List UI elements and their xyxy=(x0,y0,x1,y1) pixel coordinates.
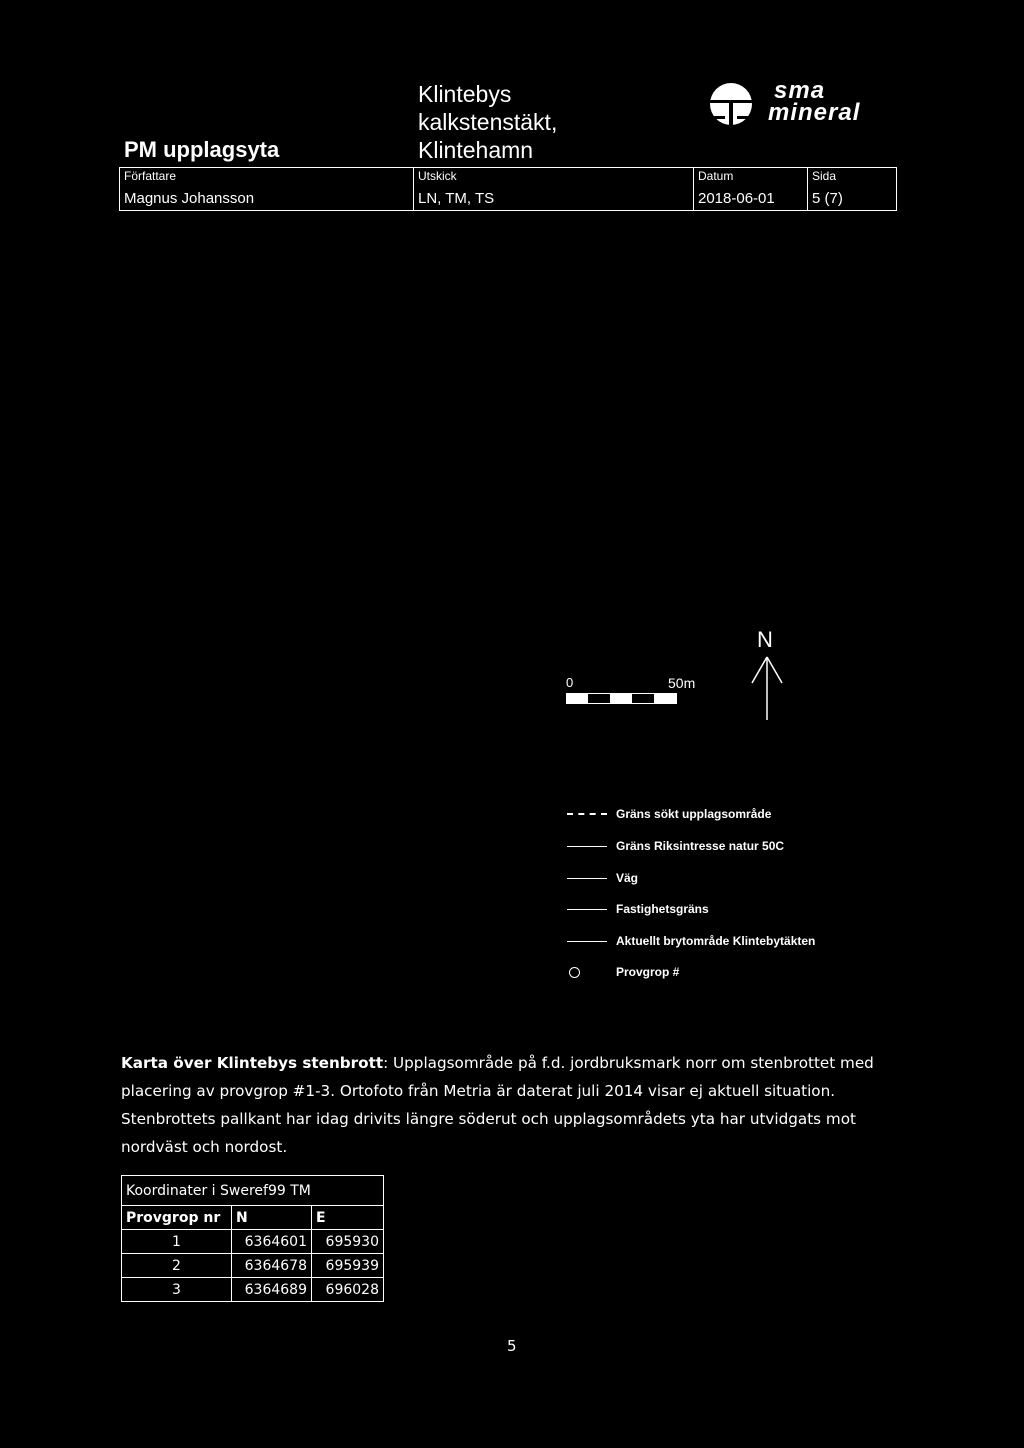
table-row xyxy=(122,1230,384,1254)
table-row xyxy=(122,1278,384,1302)
legend-label: Fastighetsgräns xyxy=(616,902,709,916)
legend-item xyxy=(567,963,679,981)
date-cell xyxy=(693,168,807,210)
caption-text: : Upplagsområde på f.d. jordbruksmark norr om stenbrottet med placering av provgrop #1-3. Ortofoto från Metria är daterat juli 2014 visar ej aktuell situation. Stenbrottets pallkant har idag drivits längre söderut och upplagsområdets yta har utvidgats mot nordväst och nordost. xyxy=(121,1054,874,1156)
caption-bold: Karta över Klintebys stenbrott xyxy=(121,1054,384,1072)
scale-start-label: 0 xyxy=(566,675,574,690)
table-cell: 3 xyxy=(122,1278,232,1302)
legend-label: Gräns Riksintresse natur 50C xyxy=(616,839,785,853)
author-value: Magnus Johansson xyxy=(124,190,255,207)
table-cell: 2 xyxy=(122,1254,232,1278)
table-row xyxy=(122,1254,384,1278)
legend-item xyxy=(567,837,784,855)
table-cell: 6364689 xyxy=(232,1278,312,1302)
logo-text-line1: sma xyxy=(774,77,826,104)
document-title-line: Klintehamn xyxy=(418,137,534,163)
legend-label: Gräns sökt upplagsområde xyxy=(616,807,772,821)
column-header: N xyxy=(232,1206,312,1230)
legend-item xyxy=(567,932,815,950)
table-header-row xyxy=(122,1206,384,1230)
page-cell xyxy=(807,168,897,210)
author-cell xyxy=(119,168,413,210)
line-symbol-icon xyxy=(567,878,607,879)
scale-end-label: 50m xyxy=(668,675,696,691)
column-header: E xyxy=(312,1206,384,1230)
table-title-row xyxy=(122,1176,384,1206)
dispatch-value: LN, TM, TS xyxy=(418,190,495,207)
legend-label: Väg xyxy=(616,871,639,885)
table-cell: 696028 xyxy=(312,1278,384,1302)
date-value: 2018-06-01 xyxy=(698,190,775,207)
dispatch-label: Utskick xyxy=(418,169,457,183)
pm-title: PM upplagsyta xyxy=(124,137,280,162)
line-symbol-icon xyxy=(567,846,607,847)
table-cell: 6364678 xyxy=(232,1254,312,1278)
legend-item xyxy=(567,869,638,887)
legend-label: Aktuellt brytområde Klintebytäkten xyxy=(616,934,816,948)
date-label: Datum xyxy=(698,169,734,183)
column-header: Provgrop nr xyxy=(122,1206,232,1230)
company-logo-icon xyxy=(704,82,758,135)
line-symbol-icon xyxy=(567,941,607,942)
map-caption xyxy=(121,1049,881,1161)
table-cell: 695930 xyxy=(312,1230,384,1254)
legend-item xyxy=(567,900,709,918)
header-info-table xyxy=(119,167,897,211)
logo-text-line2: mineral xyxy=(768,99,861,126)
table-title: Koordinater i Sweref99 TM xyxy=(122,1176,384,1206)
page-value: 5 (7) xyxy=(812,190,843,207)
page-number: 5 xyxy=(507,1337,517,1355)
table-cell: 6364601 xyxy=(232,1230,312,1254)
legend-label: Provgrop # xyxy=(616,965,680,979)
document-title-line: kalkstenstäkt, xyxy=(418,109,558,135)
dispatch-cell xyxy=(413,168,693,210)
dashed-line-symbol-icon xyxy=(567,813,607,815)
scale-bar xyxy=(566,692,678,710)
table-cell: 1 xyxy=(122,1230,232,1254)
line-symbol-icon xyxy=(567,909,607,910)
page-label: Sida xyxy=(812,169,837,183)
north-label: N xyxy=(757,627,773,652)
author-label: Författare xyxy=(124,169,177,183)
document-title-line: Klintebys xyxy=(418,81,512,107)
coordinates-table xyxy=(121,1175,384,1302)
north-arrow-icon xyxy=(750,655,784,726)
company-logo-text xyxy=(768,77,861,126)
table-cell: 695939 xyxy=(312,1254,384,1278)
document-title xyxy=(418,80,557,164)
legend-item xyxy=(567,805,771,823)
circle-symbol-icon xyxy=(569,967,580,978)
